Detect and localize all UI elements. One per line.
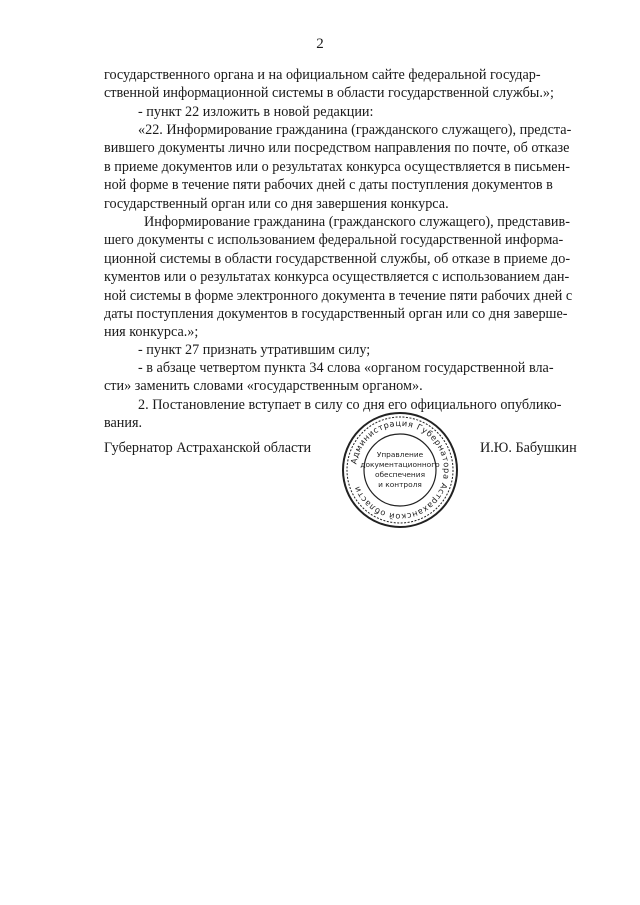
official-seal bbox=[340, 410, 460, 530]
text-line: сти» заменить словами «государственным органом». bbox=[104, 378, 423, 395]
text-line: ной форме в течение пяти рабочих дней с даты поступления документов в bbox=[104, 177, 553, 194]
paragraph-7 bbox=[104, 396, 562, 433]
seal-inner-line: документационного bbox=[360, 460, 440, 469]
paragraph-1 bbox=[104, 66, 554, 103]
text-line: 2. Постановление вступает в силу со дня его официального опублико- bbox=[138, 397, 562, 413]
seal-graphic bbox=[340, 410, 460, 530]
signatory-name: И.Ю. Бабушкин bbox=[480, 440, 577, 456]
seal-inner-line: Управление bbox=[376, 450, 424, 459]
paragraph-6 bbox=[104, 359, 554, 396]
signatory-title: Губернатор Астраханской области bbox=[104, 440, 312, 456]
text-line: - в абзаце четвертом пункта 34 слова «органом государственной вла- bbox=[138, 360, 554, 376]
text-line: ния конкурса.»; bbox=[104, 324, 199, 341]
text-line: в приеме документов или о результатах конкурса осуществляется в письмен- bbox=[104, 158, 570, 175]
paragraph-3 bbox=[104, 121, 572, 213]
signature-block bbox=[0, 440, 640, 470]
text-line: вившего документы лично или посредством направления по почте, об отказе bbox=[104, 140, 570, 157]
text-line: «22. Информирование гражданина (гражданского служащего), предста- bbox=[138, 122, 572, 138]
text-line: ственной информационной системы в области государственной службы.»; bbox=[104, 85, 554, 102]
text-line: Информирование гражданина (гражданского служащего), представив- bbox=[144, 214, 570, 230]
text-line: ной системы в форме электронного документа в течение пяти рабочих дней с bbox=[104, 287, 573, 304]
text-line: кументов или о результатах конкурса осуществляется с использованием дан- bbox=[104, 269, 570, 286]
text-line: ционной системы в области государственной службы, об отказе в приеме до- bbox=[104, 250, 571, 267]
text-line: вания. bbox=[104, 415, 143, 432]
text-line: даты поступления документов в государственный орган или со дня заверше- bbox=[104, 306, 568, 323]
paragraph-5 bbox=[104, 341, 536, 359]
text-line: - пункт 27 признать утратившим силу; bbox=[138, 342, 371, 358]
text-line: государственный орган или со дня завершения конкурса. bbox=[104, 195, 449, 212]
paragraph-4 bbox=[104, 213, 573, 342]
seal-inner-line: обеспечения bbox=[374, 470, 426, 479]
seal-outer-text: Администрация Губернатора Астраханской области bbox=[348, 417, 453, 523]
seal-inner-line: и контроля bbox=[378, 480, 422, 489]
text-line: - пункт 22 изложить в новой редакции: bbox=[138, 104, 374, 120]
paragraph-2 bbox=[104, 103, 536, 121]
text-line: государственного органа и на официальном сайте федеральной государ- bbox=[104, 67, 541, 83]
page-number: 2 bbox=[316, 36, 324, 52]
text-line: шего документы с использованием федеральной государственной информа- bbox=[104, 232, 564, 249]
